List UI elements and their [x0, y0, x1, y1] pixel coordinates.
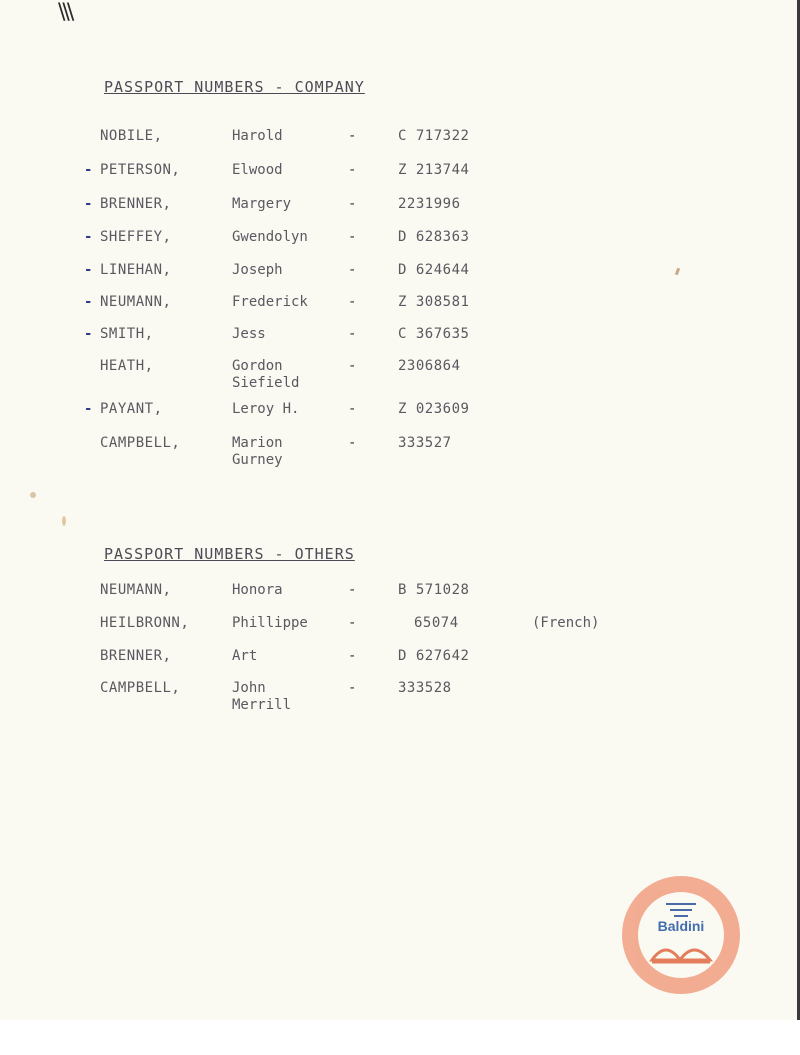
given-name: Joseph	[232, 262, 283, 278]
given-name: Marion Gurney	[232, 435, 283, 468]
paper-stain	[62, 516, 66, 526]
archive-stamp-logo	[622, 876, 740, 994]
given-name: Margery	[232, 196, 292, 212]
passport-number: 2231996	[398, 196, 461, 212]
passport-number: D 627642	[398, 648, 470, 664]
table-row	[0, 435, 800, 479]
surname: BRENNER,	[100, 648, 172, 664]
separator: -	[348, 196, 357, 212]
given-name: Leroy H.	[232, 401, 300, 417]
corner-pencil-marks: \\\	[58, 0, 72, 25]
separator: -	[348, 262, 357, 278]
passport-number: D 628363	[398, 229, 470, 245]
separator: -	[348, 229, 357, 245]
separator: -	[348, 648, 357, 664]
check-mark: -	[84, 294, 93, 310]
surname: LINEHAN,	[100, 262, 172, 278]
check-mark: -	[84, 229, 93, 245]
passport-number: D 624644	[398, 262, 470, 278]
stamp-text: Baldini	[657, 918, 705, 934]
section-title-company: PASSPORT NUMBERS - COMPANY	[104, 78, 365, 96]
given-name: Gordon Siefield	[232, 358, 300, 391]
separator: -	[348, 582, 357, 598]
surname: PETERSON,	[100, 162, 181, 178]
separator: -	[348, 358, 357, 374]
surname: CAMPBELL,	[100, 435, 181, 451]
surname: PAYANT,	[100, 401, 163, 417]
table-row	[0, 358, 800, 402]
passport-number: Z 213744	[398, 162, 470, 178]
passport-number: Z 023609	[398, 401, 470, 417]
stamp-graphic	[622, 876, 740, 994]
separator: -	[348, 326, 357, 342]
separator: -	[348, 162, 357, 178]
separator: -	[348, 128, 357, 144]
given-name: Honora	[232, 582, 283, 598]
stamp-lines-icon	[666, 904, 696, 916]
surname: SMITH,	[100, 326, 154, 342]
surname: NOBILE,	[100, 128, 163, 144]
passport-number: C 367635	[398, 326, 470, 342]
check-mark: -	[84, 162, 93, 178]
passport-number: 65074	[414, 615, 459, 631]
given-name: Frederick	[232, 294, 308, 310]
surname: HEATH,	[100, 358, 154, 374]
surname: BRENNER,	[100, 196, 172, 212]
surname: SHEFFEY,	[100, 229, 172, 245]
given-name: Art	[232, 648, 258, 664]
scan-margin	[0, 1020, 800, 1055]
separator: -	[348, 435, 357, 451]
paper-stain	[30, 492, 36, 498]
surname: CAMPBELL,	[100, 680, 181, 696]
given-name: Harold	[232, 128, 283, 144]
separator: -	[348, 615, 357, 631]
passport-number: Z 308581	[398, 294, 470, 310]
given-name: Phillippe	[232, 615, 308, 631]
table-row	[0, 680, 800, 724]
passport-number: B 571028	[398, 582, 470, 598]
nationality-note: (French)	[532, 615, 600, 631]
given-name: Gwendolyn	[232, 229, 308, 245]
separator: -	[348, 680, 357, 696]
passport-number: 2306864	[398, 358, 461, 374]
surname: NEUMANN,	[100, 582, 172, 598]
surname: HEILBRONN,	[100, 615, 190, 631]
check-mark: -	[84, 196, 93, 212]
stamp-arches-icon	[652, 950, 710, 960]
passport-number: C 717322	[398, 128, 470, 144]
given-name: Elwood	[232, 162, 283, 178]
given-name: John Merrill	[232, 680, 292, 713]
passport-number: 333527	[398, 435, 452, 451]
section-title-others: PASSPORT NUMBERS - OTHERS	[104, 545, 355, 563]
passport-number: 333528	[398, 680, 452, 696]
given-name: Jess	[232, 326, 266, 342]
check-mark: -	[84, 326, 93, 342]
check-mark: -	[84, 262, 93, 278]
surname: NEUMANN,	[100, 294, 172, 310]
separator: -	[348, 294, 357, 310]
check-mark: -	[84, 401, 93, 417]
separator: -	[348, 401, 357, 417]
